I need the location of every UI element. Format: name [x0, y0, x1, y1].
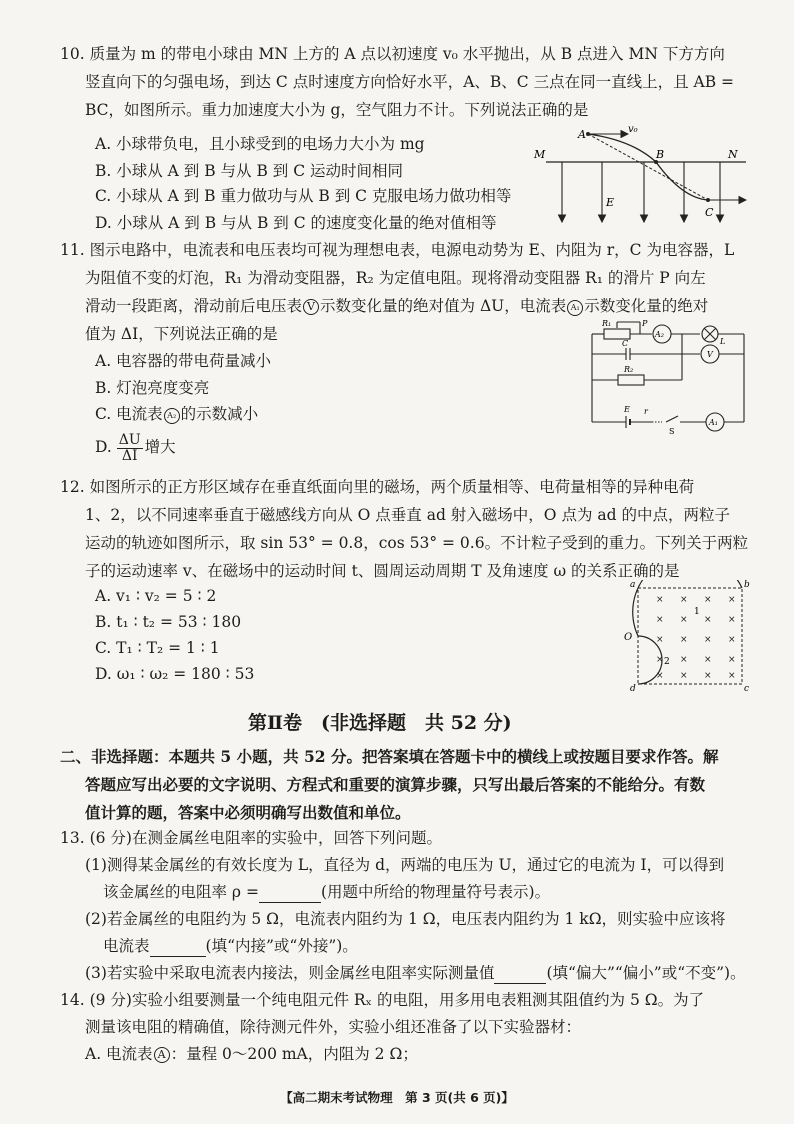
- q10-label-m: M: [534, 148, 546, 161]
- part2-instructions-line1: 二、非选择题：本题共 5 小题，共 52 分。把答案填在答题卡中的横线上或按题目要求作答。解: [60, 747, 719, 766]
- q12-label-1: 1: [694, 607, 700, 617]
- q11-label-s: S: [669, 427, 675, 434]
- q11-stem-line3: 滑动一段距离，滑动前后电压表 V 示数变化量的绝对值为 ΔU，电流表 A₁ 示数变化量的绝对: [85, 297, 709, 315]
- field-cross-mark: ×: [656, 595, 664, 605]
- q10-label-b: B: [656, 148, 665, 161]
- field-cross-mark: ×: [728, 635, 736, 645]
- q12-label-2: 2: [664, 657, 670, 667]
- q12-option-a: A. v₁ ∶ v₂ = 5 ∶ 2: [95, 587, 217, 605]
- field-cross-mark: ×: [728, 671, 736, 681]
- field-cross-mark: ×: [680, 615, 688, 625]
- q10-stem-line2: 竖直向下的匀强电场，到达 C 点时速度方向恰好水平，A、B、C 三点在同一直线上，且 AB =: [85, 73, 735, 91]
- q10-stem-line3: BC，如图所示。重力加速度大小为 g，空气阻力不计。下列说法正确的是: [85, 101, 589, 119]
- q14-stem-line2: 测量该电阻的精确值，除待测元件外，实验小组还准备了以下实验器材：: [85, 1018, 582, 1036]
- q10-option-a: A. 小球带负电，且小球受到的电场力大小为 mg: [95, 135, 425, 153]
- q11-option-a: A. 电容器的带电荷量减小: [95, 352, 272, 370]
- q10-label-v0: v₀: [628, 124, 638, 135]
- q13-part2-line1: (2)若金属丝的电阻约为 5 Ω，电流表内阻约为 1 Ω，电压表内阻约为 1 kΩ，则实验中应该将: [85, 910, 726, 928]
- q11-label-l: L: [720, 337, 726, 346]
- q12-stem-line2: 1、2，以不同速率垂直于磁感线方向从 O 点垂直 ad 射入磁场中，O 点为 ad 的中点，两粒子: [85, 506, 730, 524]
- q12-option-c: C. T₁ ∶ T₂ = 1 ∶ 1: [95, 639, 220, 657]
- field-cross-mark: ×: [680, 655, 688, 665]
- q11-stem-line1: 11. 图示电路中，电流表和电压表均可视为理想电表，电源电动势为 E、内阻为 r，C 为电容器，L: [60, 241, 735, 259]
- field-cross-mark: ×: [656, 671, 664, 681]
- q12-label-a: a: [630, 580, 636, 590]
- q11-label-a2: A₂: [655, 330, 664, 339]
- field-cross-mark: ×: [704, 655, 712, 665]
- q12-option-b: B. t₁ ∶ t₂ = 53 ∶ 180: [95, 613, 242, 631]
- part2-instructions-line2: 答题应写出必要的文字说明、方程式和重要的演算步骤，只写出最后答案的不能给分。有数: [85, 775, 706, 794]
- field-cross-mark: ×: [728, 595, 736, 605]
- q10-field-diagram: [532, 122, 758, 230]
- q11-label-p: P: [642, 319, 648, 328]
- field-cross-mark: ×: [656, 655, 664, 665]
- q11-option-c: C. 电流表 A₂ 的示数减小: [95, 405, 259, 423]
- q10-label-n: N: [728, 148, 738, 161]
- field-cross-mark: ×: [656, 615, 664, 625]
- q10-stem-line1: 10. 质量为 m 的带电小球由 MN 上方的 A 点以初速度 v₀ 水平抛出，从 B 点进入 MN 下方方向: [60, 45, 725, 63]
- part2-title: 第Ⅱ卷 (非选择题 共 52 分): [248, 712, 512, 734]
- field-cross-mark: ×: [704, 635, 712, 645]
- q11-stem-line4: 值为 ΔI，下列说法正确的是: [85, 325, 278, 343]
- q12-stem-line1: 12. 如图所示的正方形区域存在垂直纸面向里的磁场，两个质量相等、电荷量相等的异种电荷: [60, 478, 695, 496]
- q13-stem: 13. (6 分)在测金属丝电阻率的实验中，回答下列问题。: [60, 829, 442, 847]
- q12-stem-line4: 子的运动速率 v、在磁场中的运动时间 t、圆周运动周期 T 及角速度 ω 的关系正确的是: [85, 562, 680, 580]
- q10-label-c: C: [705, 206, 714, 219]
- q11-label-c: C: [622, 339, 629, 348]
- ammeter-a2-symbol: A₂: [164, 408, 180, 424]
- q11-option-d: D. $\frac{\Delta U}{\Delta I}$ 增大: [95, 431, 176, 464]
- ammeter-a1-symbol: A₁: [567, 300, 583, 316]
- q11-label-r1: R₁: [602, 319, 612, 328]
- field-cross-mark: ×: [704, 615, 712, 625]
- q12-label-o: O: [624, 632, 633, 643]
- q13-answer-blank-2[interactable]: [150, 936, 206, 957]
- q11-label-e: E: [624, 405, 630, 414]
- field-cross-mark: ×: [680, 595, 688, 605]
- q13-part1-line2: 该金属丝的电阻率 ρ = (用题中所给的物理量符号表示)。: [103, 883, 551, 901]
- q10-label-e: E: [606, 196, 615, 209]
- field-cross-mark: ×: [728, 655, 736, 665]
- field-cross-mark: ×: [656, 635, 664, 645]
- q11-label-r: r: [644, 407, 648, 416]
- q13-answer-blank-1[interactable]: [259, 882, 321, 903]
- field-cross-mark: ×: [728, 615, 736, 625]
- page-footer: 【高二期末考试物理 第 3 页(共 6 页)】: [280, 1090, 514, 1105]
- q11-label-r2: R₂: [624, 365, 634, 374]
- q13-part2-line2: 电流表 (填“内接”或“外接”)。: [103, 937, 358, 955]
- voltmeter-symbol: V: [303, 299, 319, 315]
- part2-instructions-line3: 值计算的题，答案中必须明确写出数值和单位。: [85, 803, 411, 822]
- q12-label-b: b: [744, 580, 750, 590]
- q10-option-b: B. 小球从 A 到 B 与从 B 到 C 运动时间相同: [95, 162, 403, 180]
- q12-label-d: d: [630, 684, 636, 692]
- delta-u-over-delta-i: $\frac{\Delta U}{\Delta I}$: [118, 431, 141, 464]
- ammeter-symbol: A: [154, 1047, 170, 1063]
- q11-option-b: B. 灯泡亮度变亮: [95, 379, 210, 397]
- q12-stem-line3: 运动的轨迹如图所示，取 sin 53° = 0.8，cos 53° = 0.6。不计粒子受到的重力。下列关于两粒: [85, 534, 749, 552]
- q12-label-c: c: [744, 684, 750, 692]
- q11-label-a1: A₁: [709, 418, 718, 427]
- q10-label-a: A: [578, 128, 586, 141]
- field-cross-mark: ×: [704, 671, 712, 681]
- field-cross-mark: ×: [704, 595, 712, 605]
- q11-label-v: V: [707, 350, 713, 359]
- field-cross-mark: ×: [680, 635, 688, 645]
- q11-stem-line2: 为阻值不变的灯泡，R₁ 为滑动变阻器，R₂ 为定值电阻。现将滑动变阻器 R₁ 的滑片 P 向左: [85, 269, 706, 287]
- q12-magnetic-field-diagram: [620, 580, 754, 692]
- q13-part3: (3)若实验中采取电流表内接法，则金属丝电阻率实际测量值 (填“偏大”“偏小”或“不变”)。: [85, 964, 746, 982]
- q11-circuit-diagram: [582, 316, 760, 434]
- q12-option-d: D. ω₁ ∶ ω₂ = 180 ∶ 53: [95, 665, 255, 683]
- q10-option-c: C. 小球从 A 到 B 重力做功与从 B 到 C 克服电场力做功相等: [95, 187, 512, 205]
- field-cross-mark: ×: [680, 671, 688, 681]
- q10-option-d: D. 小球从 A 到 B 与从 B 到 C 的速度变化量的绝对值相等: [95, 214, 497, 232]
- q14-equipment-a: A. 电流表 A ：量程 0～200 mA，内阻为 2 Ω；: [85, 1045, 418, 1063]
- q14-stem-line1: 14. (9 分)实验小组要测量一个纯电阻元件 Rₓ 的电阻，用多用电表粗测其阻值约为 5 Ω。为了: [60, 991, 705, 1009]
- q13-part1-line1: (1)测得某金属丝的有效长度为 L，直径为 d，两端的电压为 U，通过它的电流为 I，可以得到: [85, 856, 725, 874]
- q13-answer-blank-3[interactable]: [494, 963, 546, 984]
